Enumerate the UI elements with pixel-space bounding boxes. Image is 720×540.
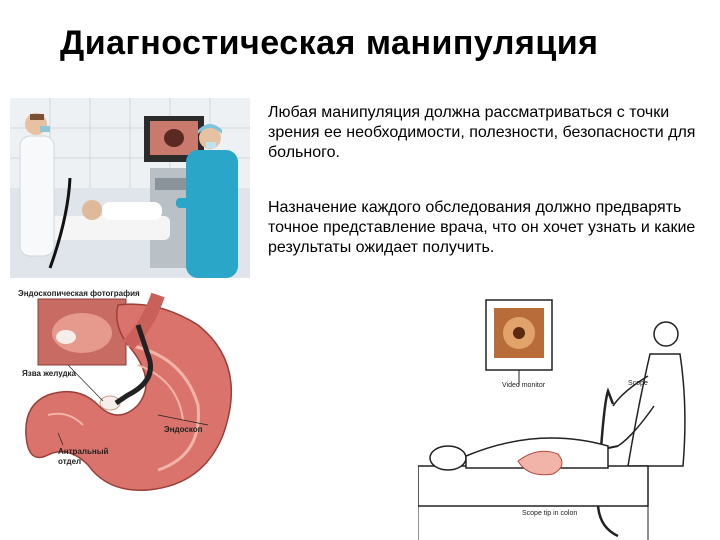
scope-label: Scope bbox=[628, 380, 648, 387]
scope-tip-label: Scope tip in colon bbox=[522, 510, 578, 517]
procedure-photo-illustration bbox=[10, 98, 250, 278]
colonoscopy-illustration bbox=[418, 296, 718, 540]
stomach-anatomy-figure bbox=[8, 285, 253, 535]
antral-label: Антральный отдел bbox=[58, 447, 109, 466]
endoscope-label: Эндоскоп bbox=[164, 425, 203, 434]
video-monitor-label: Video monitor bbox=[502, 382, 546, 389]
paragraph-purpose: Назначение каждого обследования должно предварять точное представление врача, что он хочет узнать и какие результаты ожидает получить. bbox=[268, 199, 696, 256]
endoscopic-photo-label: Эндоскопическая фотография bbox=[18, 289, 140, 298]
slide-title: Диагностическая манипуляция bbox=[60, 24, 599, 62]
ulcer-label: Язва желудка bbox=[22, 369, 76, 378]
colonoscopy-drawing bbox=[418, 296, 718, 540]
stomach-illustration bbox=[8, 285, 253, 535]
endoscopy-procedure-photo bbox=[10, 98, 250, 278]
paragraph-necessity: Любая манипуляция должна рассматриваться с точки зрения ее необходимости, полезности, безопасности для больного. bbox=[268, 104, 696, 161]
